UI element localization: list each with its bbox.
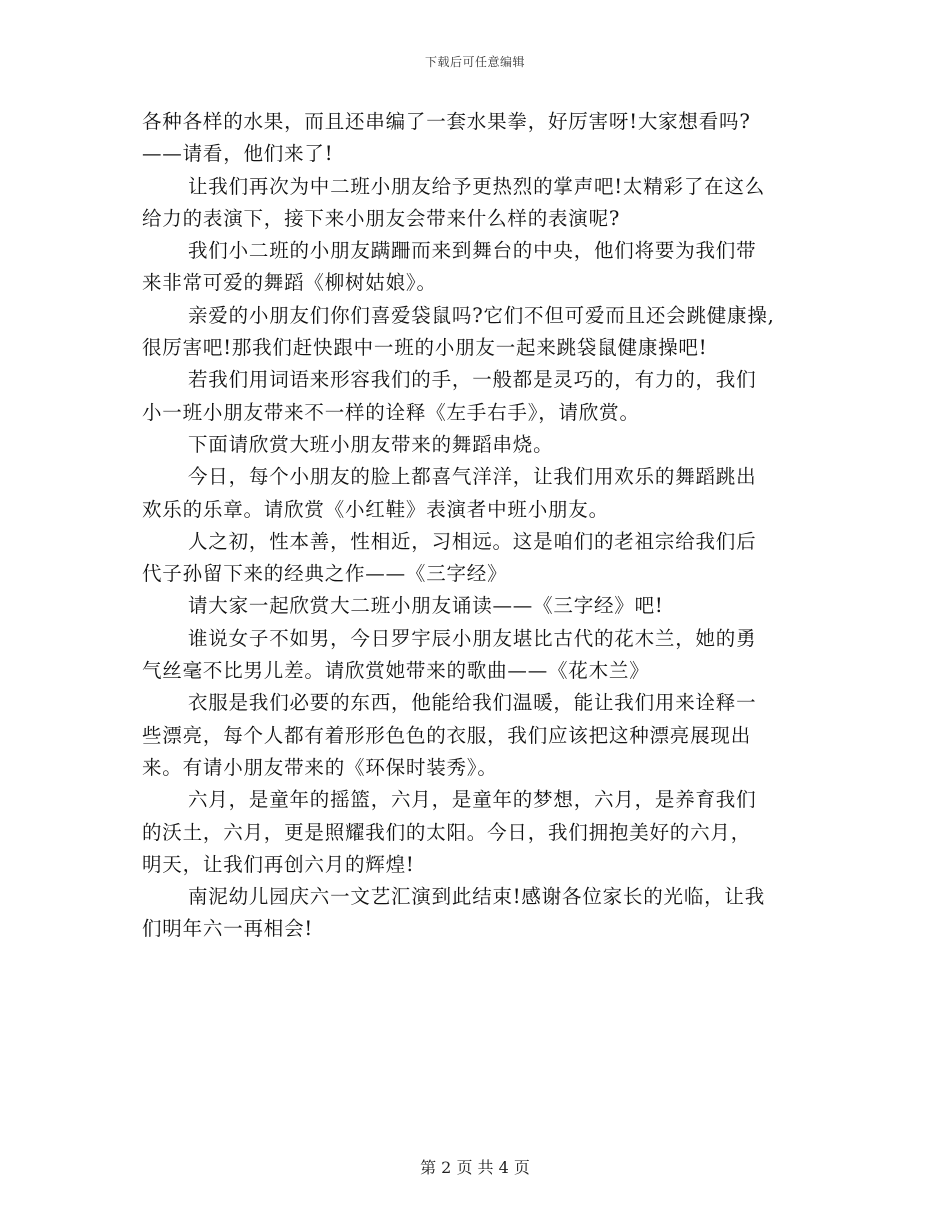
text-line: 六月，是童年的摇篮，六月，是童年的梦想，六月，是养育我们 xyxy=(188,788,757,812)
page-header: 下载后可任意编辑 xyxy=(424,55,525,69)
text-line: 若我们用词语来形容我们的手，一般都是灵巧的，有力的，我们 xyxy=(188,368,757,392)
text-line: 些漂亮，每个人都有着形形色色的衣服，我们应该把这种漂亮展现出 xyxy=(142,723,752,747)
text-line: 各种各样的水果，而且还串编了一套水果拳，好厉害呀!大家想看吗? xyxy=(142,110,751,133)
text-line: 谁说女子不如男，今日罗宇辰小朋友堪比古代的花木兰，她的勇 xyxy=(188,626,757,650)
text-line: ——请看，他们来了! xyxy=(142,142,334,166)
text-line: 明天，让我们再创六月的辉煌! xyxy=(142,852,415,876)
text-line: 们明年六一再相会! xyxy=(142,917,314,941)
text-line: 欢乐的乐章。请欣赏《小红鞋》表演者中班小朋友。 xyxy=(142,497,609,521)
text-line: 代子孙留下来的经典之作——《三字经》 xyxy=(142,562,508,586)
text-line: 我们小二班的小朋友蹒跚而来到舞台的中央，他们将要为我们带 xyxy=(188,239,757,263)
text-line: 很厉害吧!那我们赶快跟中一班的小朋友一起来跳袋鼠健康操吧! xyxy=(142,336,708,360)
text-line: 的沃土，六月，更是照耀我们的太阳。今日，我们拥抱美好的六月， xyxy=(142,820,752,844)
text-line: 下面请欣赏大班小朋友带来的舞蹈串烧。 xyxy=(188,432,554,456)
text-line: 小一班小朋友带来不一样的诠释《左手右手》，请欣赏。 xyxy=(142,400,640,424)
text-line: 给力的表演下，接下来小朋友会带来什么样的表演呢? xyxy=(142,206,621,230)
document-body xyxy=(142,106,814,946)
text-line: 南泥幼儿园庆六一文艺汇演到此结束!感谢各位家长的光临，让我 xyxy=(188,885,766,909)
text-line: 气丝毫不比男儿差。请欣赏她带来的歌曲——《花木兰》 xyxy=(142,659,650,683)
text-line: 来。有请小朋友带来的《环保时装秀》。 xyxy=(142,755,498,779)
text-line: 今日，每个小朋友的脸上都喜气洋洋，让我们用欢乐的舞蹈跳出 xyxy=(188,465,757,489)
text-line: 请大家一起欣赏大二班小朋友诵读——《三字经》吧! xyxy=(188,594,664,618)
text-line: 衣服是我们必要的东西，他能给我们温暖，能让我们用来诠释一 xyxy=(188,691,757,715)
text-line: 人之初，性本善，性相近，习相远。这是咱们的老祖宗给我们后 xyxy=(188,529,757,553)
text-line: 亲爱的小朋友们你们喜爱袋鼠吗?它们不但可爱而且还会跳健康操, xyxy=(188,303,775,327)
page-number: 第 2 页 共 4 页 xyxy=(420,1158,530,1177)
text-line: 来非常可爱的舞蹈《柳树姑娘》。 xyxy=(142,271,437,295)
text-line: 让我们再次为中二班小朋友给予更热烈的掌声吧!太精彩了在这么 xyxy=(188,174,766,198)
